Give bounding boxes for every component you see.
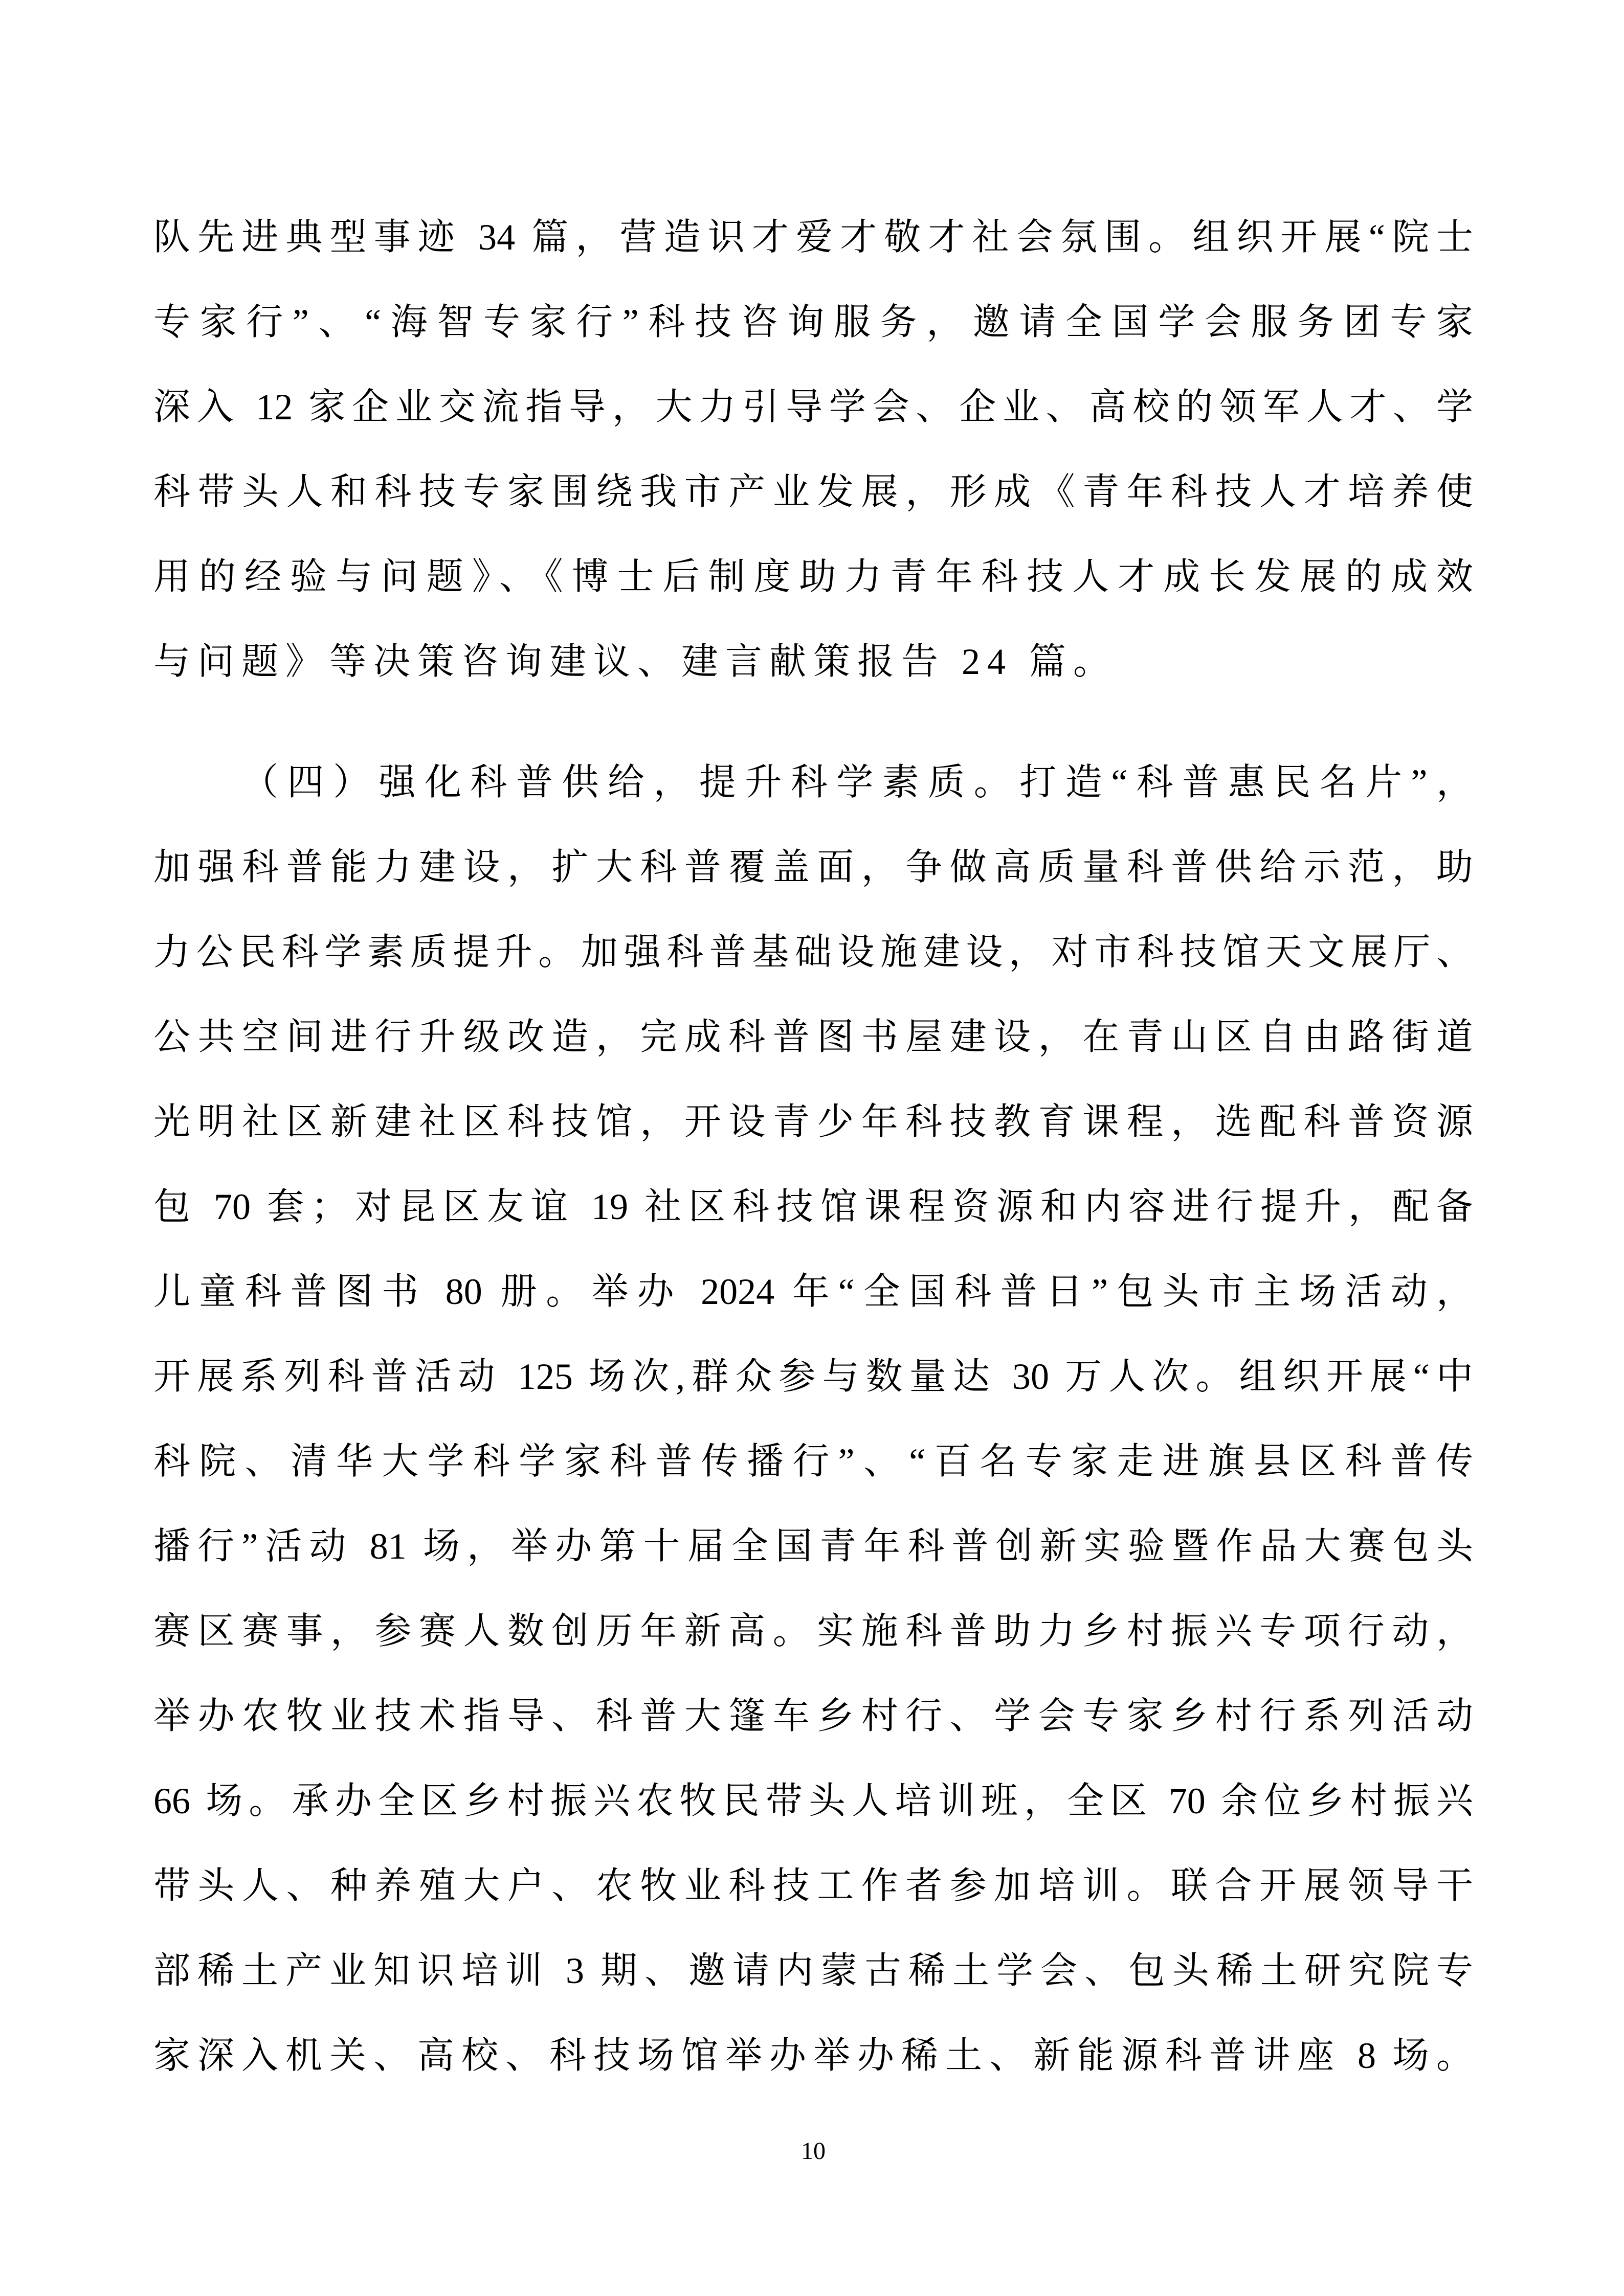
text-line: 与问题》等决策咨询建议、建言献策报告 24 篇。 — [153, 641, 1118, 682]
text-line: 部稀土产业知识培训 3 期、邀请内蒙古稀土学会、包头稀土研究院专 — [153, 1950, 1473, 1991]
text-line: 播行”活动 81 场，举办第十届全国青年科普创新实验暨作品大赛包头 — [153, 1526, 1473, 1567]
text-line: 举办农牧业技术指导、科普大篷车乡村行、学会专家乡村行系列活动 — [153, 1696, 1473, 1737]
text-line: 家深入机关、高校、科技场馆举办举办稀土、新能源科普讲座 8 场。 — [153, 2035, 1473, 2076]
text-line: 包 70 套；对昆区友谊 19 社区科技馆课程资源和内容进行提升，配备 — [153, 1186, 1473, 1227]
text-line: 66 场。承办全区乡村振兴农牧民带头人培训班，全区 70 余位乡村振兴 — [153, 1781, 1473, 1821]
text-line: 光明社区新建社区科技馆，开设青少年科技教育课程，选配科普资源 — [153, 1101, 1473, 1142]
text-line: 带头人、种养殖大户、农牧业科技工作者参加培训。联合开展领导干 — [153, 1865, 1473, 1906]
text-line: （四）强化科普供给，提升科学素质。打造“科普惠民名片”， — [241, 762, 1473, 803]
text-line: 公共空间进行升级改造，完成科普图书屋建设，在青山区自由路街道 — [153, 1017, 1473, 1057]
paragraph — [153, 195, 1473, 704]
text-line: 科带头人和科技专家围绕我市产业发展，形成《青年科技人才培养使 — [153, 471, 1473, 512]
text-line: 深入 12 家企业交流指导，大力引导学会、企业、高校的领军人才、学 — [153, 387, 1473, 427]
text-line: 用的经验与问题》、《博士后制度助力青年科技人才成长发展的成效 — [153, 556, 1473, 597]
text-line: 专家行”、“海智专家行”科技咨询服务，邀请全国学会服务团专家 — [153, 302, 1473, 343]
page-body — [153, 195, 1473, 2098]
paragraph — [153, 740, 1473, 2098]
text-line: 儿童科普图书 80 册。举办 2024 年“全国科普日”包头市主场活动， — [153, 1271, 1473, 1312]
text-line: 力公民科学素质提升。加强科普基础设施建设，对市科技馆天文展厅、 — [153, 932, 1473, 973]
text-line: 队先进典型事迹 34 篇，营造识才爱才敬才社会氛围。组织开展“院士 — [153, 217, 1473, 258]
text-line: 赛区赛事，参赛人数创历年新高。实施科普助力乡村振兴专项行动， — [153, 1611, 1473, 1652]
page-number: 10 — [801, 2137, 826, 2165]
text-line: 科院、清华大学科学家科普传播行”、“百名专家走进旗县区科普传 — [153, 1441, 1473, 1482]
text-line: 加强科普能力建设，扩大科普覆盖面，争做高质量科普供给示范，助 — [153, 847, 1473, 888]
text-line: 开展系列科普活动 125 场次,群众参与数量达 30 万人次。组织开展“中 — [153, 1356, 1473, 1397]
